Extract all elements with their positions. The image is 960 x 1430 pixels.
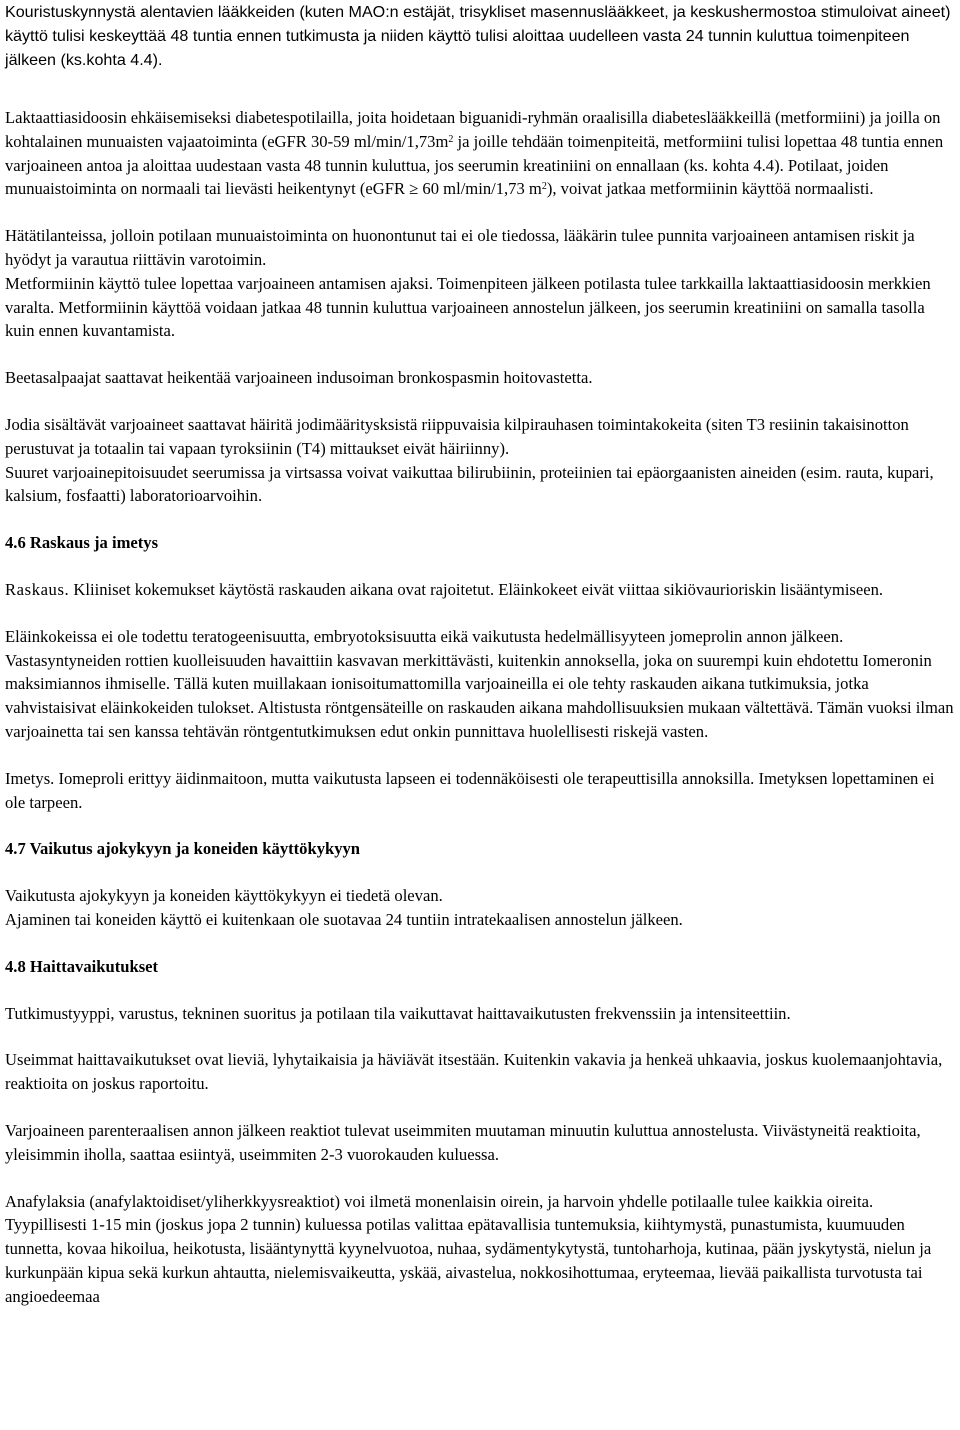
spacer <box>5 555 954 578</box>
emergency-paragraph-1: Hätätilanteissa, jolloin potilaan munuaistoiminta on huonontunut tai ei ole tiedossa, lääkärin tulee punnita varjoaineen antamisen riskit ja hyödyt ja varautua riittävin varotoimin. <box>5 226 915 269</box>
iodine-paragraph-2: Suuret varjoainepitoisuudet seerumissa ja virtsassa voivat vaikuttaa bilirubiinin, proteiinien tai epäorgaanisten aineiden (esim. rauta, kupari, kalsium, fosfaatti) laboratorioarvoihin. <box>5 462 934 506</box>
spacer <box>5 861 954 884</box>
pregnancy-label: Raskaus. <box>5 579 70 599</box>
adverse-paragraph-2: Useimmat haittavaikutukset ovat lieviä, lyhytaikaisia ja häviävät itsestään. Kuitenkin vakavia ja henkeä uhkaavia, joskus kuolemaanjohtavia, reaktioita on joskus raportoitu. <box>5 1050 943 1094</box>
adverse-paragraph-4: Anafylaksia (anafylaktoidiset/yliherkkyysreaktiot) voi ilmetä monenlaisin oirein, ja harvoin yhdelle potilaalle tulee kaikkia oireita. Tyypillisesti 1-15 min (joskus jopa 2 tunnin) kuluessa potilas valittaa epätavallisia tuntemuksia, kiihtymystä, punastumista, kuumuuden tunnetta, kovaa hikoilua, heikotusta, lisääntynyttä kyynelvuotoa, nuhaa, sydämentykytystä, tuntoharhoja, kutinaa, pään jyskytystä, nielun ja kurkunpään kipua sekä kurkun ahtautta, nielemisvaikeutta, yskää, aivastelua, nokkosihottumaa, eryteemaa, lievää paikallista turvotusta tai angioedeemaa <box>5 1191 932 1306</box>
superscript: 2 <box>448 133 454 145</box>
spacer <box>5 814 954 837</box>
driving-paragraph-1: Vaikutusta ajokykyyn ja koneiden käyttökykyyn ei tiedetä olevan. <box>5 886 443 906</box>
spacer <box>5 744 954 767</box>
pregnancy-text: Kliiniset kokemukset käytöstä raskauden aikana ovat rajoitetut. Eläinkokeet eivät viittaa sikiövaurioriskin lisääntymiseen. <box>69 579 884 599</box>
beta-blocker-paragraph: Beetasalpaajat saattavat heikentää varjoaineen indusoiman bronkospasmin hoitovastetta. <box>5 368 593 388</box>
spacer <box>5 343 954 366</box>
spacer <box>5 201 954 224</box>
adverse-paragraph-1: Tutkimustyyppi, varustus, tekninen suoritus ja potilaan tila vaikuttavat haittavaikutusten frekvenssiin ja intensiteettiin. <box>5 1003 791 1023</box>
spacer <box>5 932 954 955</box>
metformin-text-3: ), voivat jatkaa metformiinin käyttöä normaalisti. <box>546 179 874 199</box>
driving-paragraph-2: Ajaminen tai koneiden käyttö ei kuitenkaan ole suotavaa 24 tuntiin intratekaalisen annostelun jälkeen. <box>5 909 683 929</box>
metformin-text-2: ja joille tehdään toimenpiteitä, metformiini tulisi lopettaa 48 tuntia ennen varjoaineen antoa ja aloittaa uudestaan vasta 48 tunnin kuluttua, jos seerumin kreatiniini on ennallaan (ks. kohta 4.4). Potilaat, joiden munuaistoiminta on normaali tai lievästi heikentynyt (eGFR ≥ 60 ml/min/1,73 m <box>5 131 944 199</box>
section-heading-4-7: 4.7 Vaikutus ajokykyyn ja koneiden käyttökykyyn <box>5 839 361 859</box>
spacer <box>5 602 954 625</box>
section-heading-4-8: 4.8 Haittavaikutukset <box>5 956 159 976</box>
spacer <box>5 979 954 1002</box>
superscript: 2 <box>541 181 547 193</box>
spacer <box>5 95 954 106</box>
section-heading-4-6: 4.6 Raskaus ja imetys <box>5 533 159 553</box>
animal-studies-paragraph: Eläinkokeissa ei ole todettu teratogeenisuutta, embryotoksisuutta eikä vaikutusta hedelmällisyyteen jomeprolin annon jälkeen. Vastasyntyneiden rottien kuolleisuuden havaittiin kasvavan merkittävästi, kuitenkin annoksella, joka on suurempi kuin ehdotettu Iomeronin maksimiannos ihmiselle. Tällä kuten muillakaan ionisoitumattomilla varjoaineilla ei ole tehty raskauden aikana tutkimuksia, jotka vahvistaisivat eläinkokeiden tulokset. Altistusta röntgensäteille on raskauden aikana mahdollisuuksien mukaan vältettävä. Tämän vuoksi ilman varjoainetta tai sen kanssa tehtävän röntgentutkimuksen edut onkin punnittava huolellisesti riskejä vasten. <box>5 626 954 741</box>
spacer <box>5 1096 954 1119</box>
metformin-text-1: Laktaattiasidoosin ehkäisemiseksi diabetespotilailla, joita hoidetaan biguanidi-ryhmän oraalisilla diabeteslääkkeillä (metformiini) ja joilla on kohtalainen munuaisten vajaatoiminta (eGFR 30-59 ml/min/1,73m <box>5 108 941 151</box>
spacer <box>5 1025 954 1048</box>
adverse-paragraph-3: Varjoaineen parenteraalisen annon jälkeen reaktiot tulevat useimmiten muutaman minuutin kuluttua annostelusta. Viivästyneitä reaktioita, yleisimmin iholla, saattaa esiintyä, useimmiten 2-3 vuorokauden kuluessa. <box>5 1120 921 1164</box>
intro-paragraph: Kouristuskynnystä alentavien lääkkeiden (kuten MAO:n estäjät, trisykliset masennuslääkkeet, ja keskushermostoa stimuloivat aineet) käyttö tulisi keskeyttää 48 tuntia ennen tutkimusta ja niiden käyttö tulisi aloittaa uudelleen vasta 24 tunnin kuluttua toimenpiteen jälkeen (ks.kohta 4.4). <box>5 3 951 69</box>
spacer <box>5 390 954 413</box>
metformin-paragraph <box>5 106 954 201</box>
breastfeeding-paragraph: Imetys. Iomeproli erittyy äidinmaitoon, mutta vaikutusta lapseen ei todennäköisesti ole terapeuttisilla annoksilla. Imetyksen lopettaminen ei ole tarpeen. <box>5 768 935 812</box>
spacer <box>5 1167 954 1190</box>
emergency-paragraph-2: Metformiinin käyttö tulee lopettaa varjoaineen antamisen ajaksi. Toimenpiteen jälkeen potilasta tulee tarkkailla laktaattiasidoosin merkkien varalta. Metformiinin käyttöä voidaan jatkaa 48 tunnin kuluttua varjoaineen annostelun jälkeen, jos seerumin kreatiniini on samalla tasolla kuin ennen kuvantamista. <box>5 273 931 341</box>
iodine-paragraph-1: Jodia sisältävät varjoaineet saattavat häiritä jodimääritysksistä riippuvaisia kilpirauhasen toimintakokeita (siten T3 resiinin takaisinotton perustuvat ja totaalin tai vapaan tyroksiinin (T4) mittaukset eivät häiriinny). <box>5 414 909 458</box>
pregnancy-paragraph <box>5 578 954 602</box>
spacer <box>5 72 954 95</box>
spacer <box>5 508 954 531</box>
